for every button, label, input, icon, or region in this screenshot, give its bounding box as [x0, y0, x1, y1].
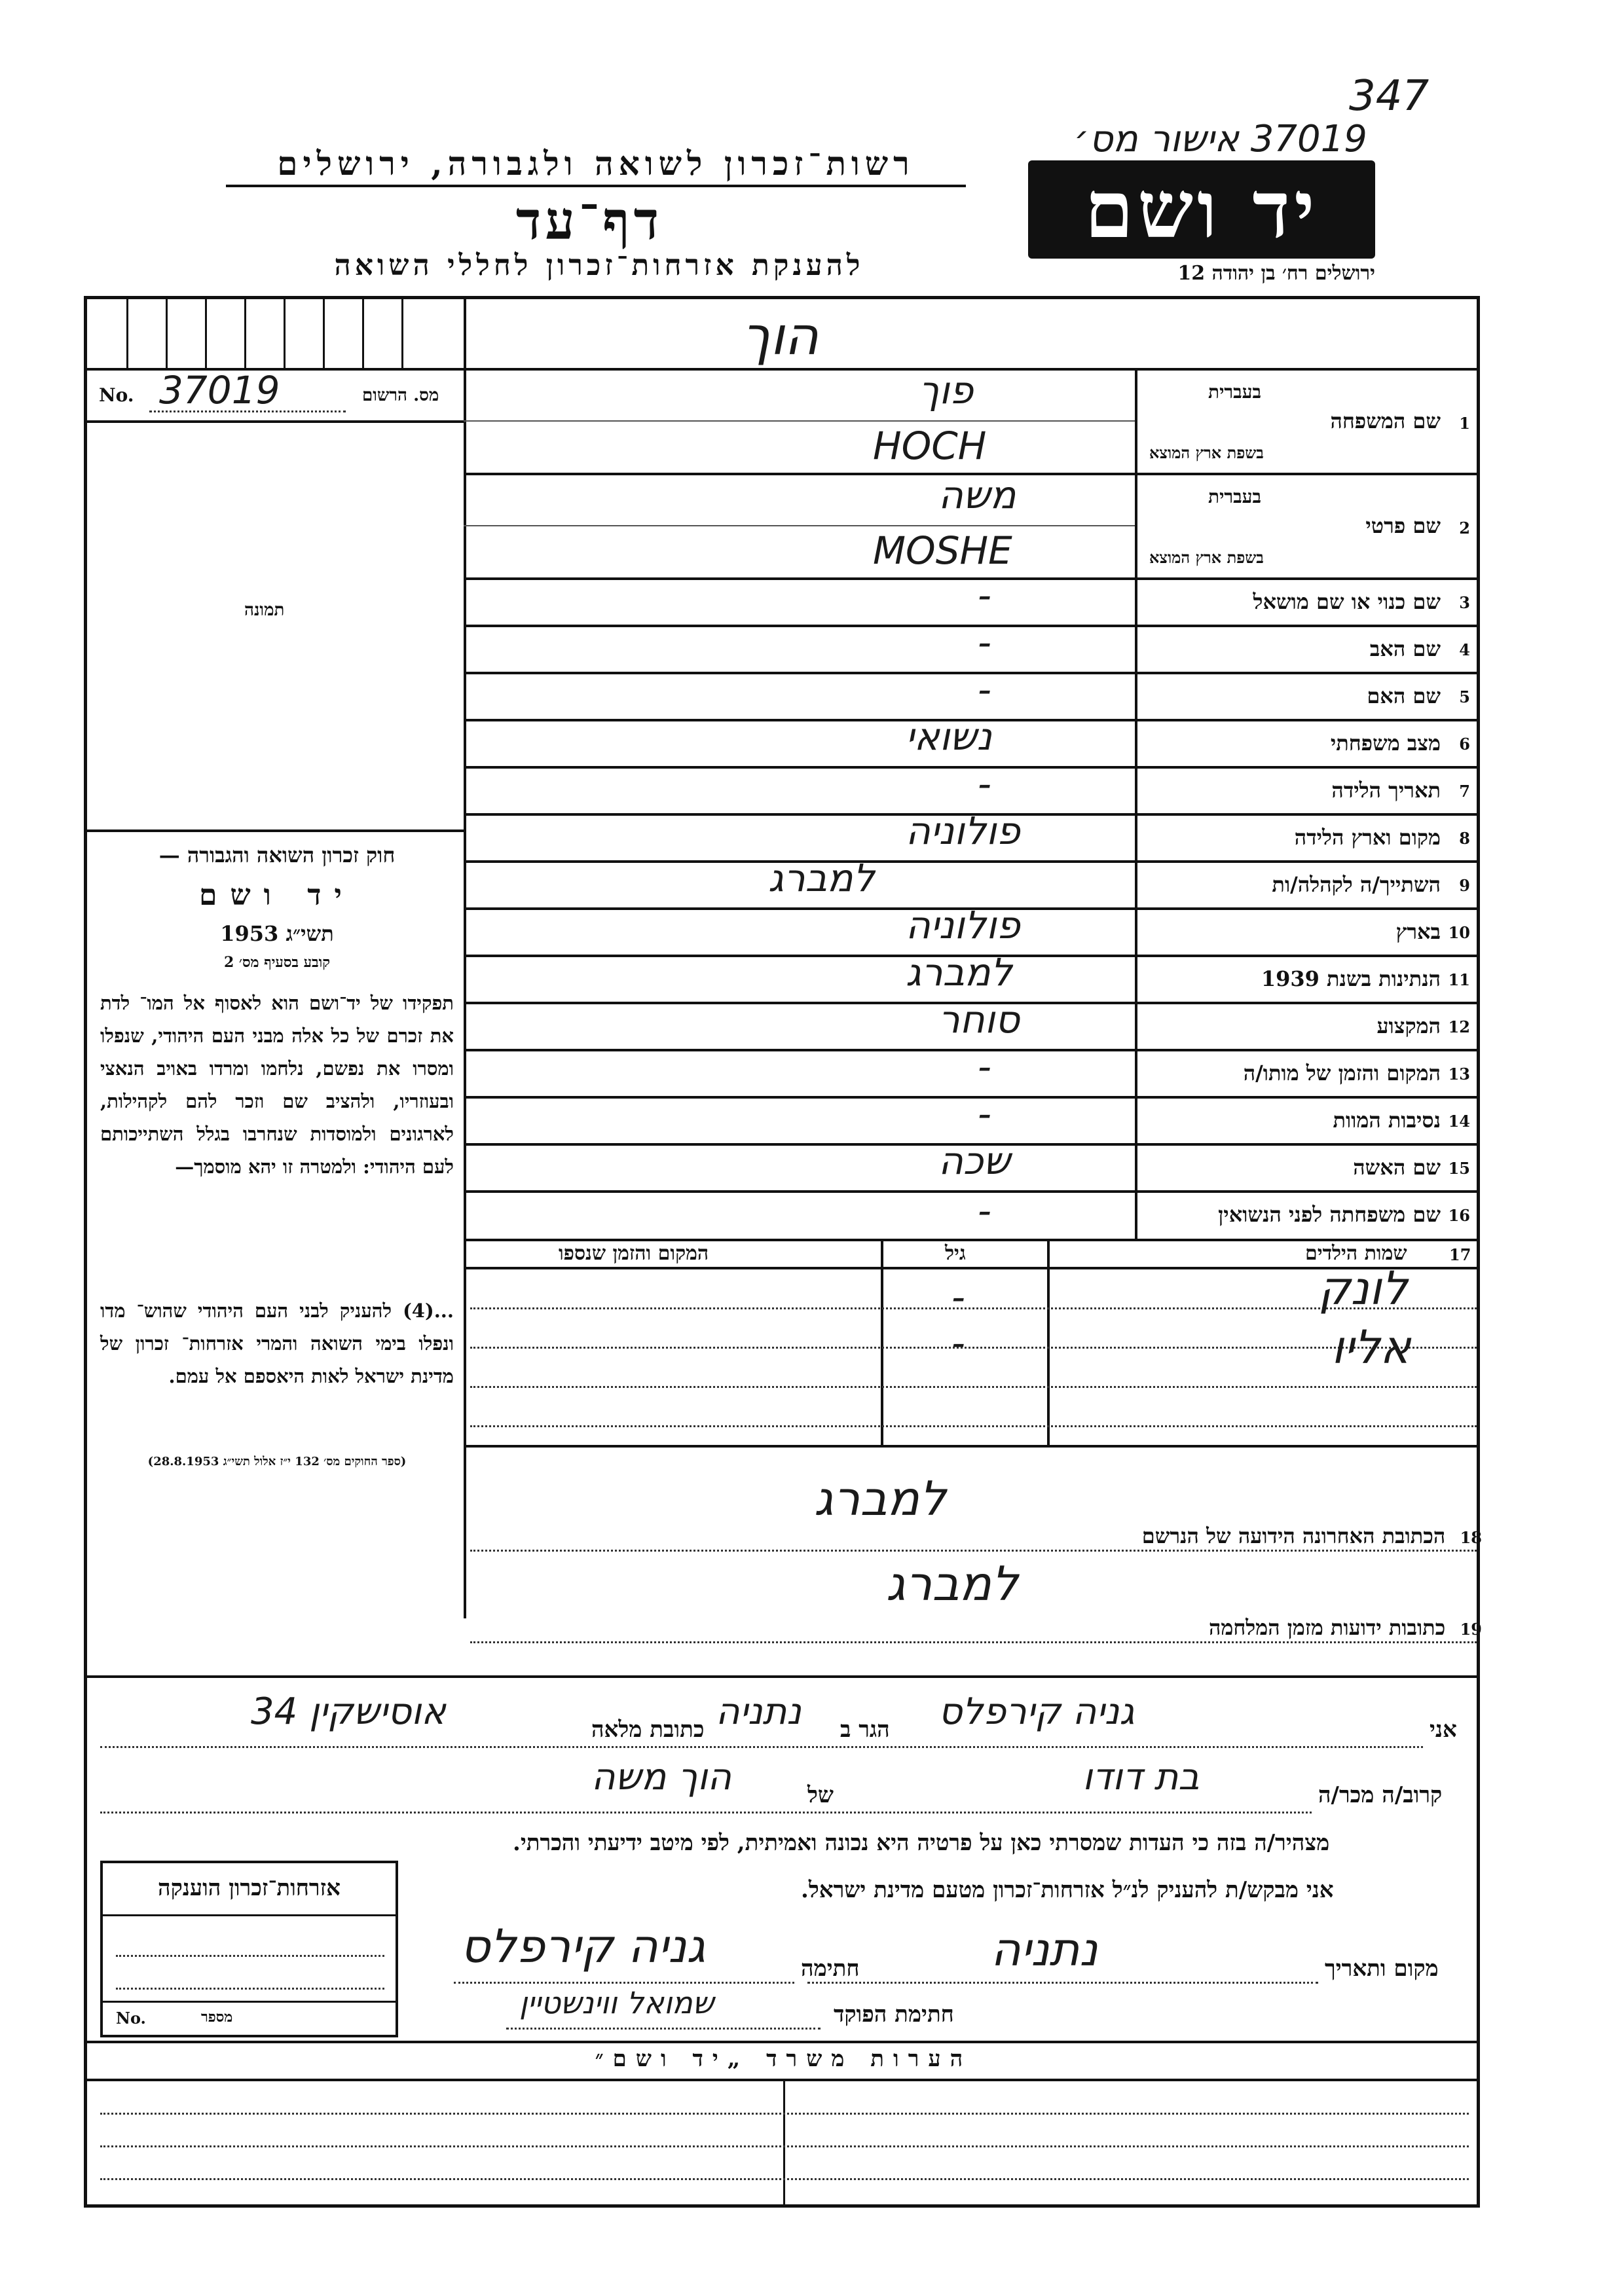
officer-signature-label: חתימת הפוקד	[834, 2001, 954, 2028]
value-wife-maiden-name: -	[978, 1188, 991, 1233]
address-line: ירושלים רח׳ בן יהודה 12	[1177, 262, 1375, 285]
value-death-place-time: -	[978, 1044, 991, 1089]
children-field-number: 17	[1449, 1245, 1471, 1264]
children-col-place: המקום והזמן שנספו	[559, 1242, 709, 1265]
field-row-12: 12 המקצוע	[1376, 1013, 1470, 1038]
field-label-birth-date: תאריך הלידה	[1331, 778, 1441, 803]
memorial-box-title: אזרחות־זכרון הוענקה	[158, 1875, 341, 1901]
value-family-name-origin: HOCH	[873, 424, 987, 468]
top-handwritten-name: הוך	[742, 306, 819, 367]
field-row-8: 8 מקום וארץ הלידה	[1294, 825, 1470, 850]
field-label-marital-status: מצב משפחתי	[1330, 731, 1441, 756]
value-citizenship-1939: למברג	[906, 950, 1012, 994]
value-family-name-hebrew: פוך	[919, 368, 974, 412]
law-text-paragraph-2: ...(4) להעניק לבני העם היהודי שהוש־ מדו ונפלו בימי השואה והמרי אזרחות־ זכרון של מדינת ישראל לאות היאספם אל עמם.	[100, 1300, 454, 1387]
value-community: למברג	[768, 856, 875, 900]
value-last-address: למברג	[814, 1471, 946, 1526]
corner-handwritten-mark: 347	[1349, 72, 1430, 120]
office-notes-title: הערות משרד „יד ושם״	[595, 2046, 972, 2072]
memorial-citizenship-box	[100, 1861, 398, 2037]
memorial-box-no-label: No.	[116, 2009, 146, 2028]
declaration-top-line	[87, 1675, 1480, 1678]
value-mother-name: -	[978, 667, 991, 712]
field-row-4: 4 שם האב	[1369, 636, 1470, 661]
declaration-ani: אני	[1430, 1717, 1457, 1743]
law-citation: (ספר החוקים מס׳ 132 י״ז אלול תשי״ג 28.8.1953)	[147, 1455, 407, 1468]
declarant-full-address: אוסישקין 34	[251, 1690, 446, 1733]
value-wartime-addresses: למברג	[886, 1556, 1018, 1611]
place-date-value: נתניה	[991, 1923, 1098, 1977]
memorial-box-number-label: מספר	[201, 2009, 233, 2026]
field-row-1: 1 שם המשפחה בעברית בשפת ארץ המוצא	[1149, 381, 1470, 462]
value-country: פולוניה	[906, 903, 1020, 947]
field-label-death-circumstances: נסיבות המוות	[1333, 1108, 1441, 1133]
field-label-mother-name: שם האם	[1367, 683, 1441, 708]
law-name: יד ושם	[199, 879, 355, 912]
value-nickname: -	[978, 573, 991, 617]
value-birth-date: -	[978, 761, 991, 806]
form-subtitle: להענקת אזרחות־זכרון לחללי השואה	[334, 249, 864, 282]
authority-title: רשות־זכרון לשואה ולגבורה, ירושלים	[277, 144, 915, 183]
law-text-paragraph-1: תפקידו של יד־ושם הוא לאסוף אל המו־ לדת את זכרם של כל אלה מבני העם היהודי, שנפלו ומסרו את נפשם, נלחמו ומרדו באויב הנאצי ובעוזריו, ולהציב שם וזכר להם לקהילות, לארגונים ולמוסדות שנחרבו בגלל השתייכותם לעם היהודי: ולמטרה זו יהא מוסמך—	[100, 992, 454, 1178]
field-row-16: 16 שם משפחתה לפני הנשואין	[1218, 1202, 1470, 1227]
place-date-label: מקום ותאריך	[1325, 1956, 1439, 1982]
value-first-name-origin: MOSHE	[873, 528, 1012, 573]
child-name-2: אליו	[1331, 1321, 1411, 1374]
declaration-of-label: של	[807, 1782, 834, 1808]
field-label-death-place-time: המקום והזמן של מותו/ה	[1243, 1061, 1441, 1085]
field-row-6: 6 מצב משפחתי	[1330, 731, 1470, 756]
declarant-signature: גניה קירפלס	[460, 1920, 706, 1973]
field-label-community: השתייך/ה לקהלה/ות	[1272, 872, 1441, 897]
field-label-citizenship-1939: הנתינות בשנת 1939	[1261, 966, 1441, 991]
child-name-1: לונק	[1318, 1262, 1408, 1315]
law-clause: קובע בסעיף מס׳ 2	[223, 954, 331, 971]
field-row-9: 9 השתייך/ה לקהלה/ות	[1272, 872, 1470, 897]
field-label-wife-maiden-name: שם משפחתה לפני הנשואין	[1218, 1202, 1441, 1227]
authority-underline	[226, 185, 966, 187]
law-title: חוק זכרון השואה והגבורה —	[158, 843, 396, 867]
field-row-5: 5 שם האם	[1367, 683, 1470, 708]
registration-no-label: No.	[99, 384, 134, 406]
declarant-name: גניה קירפלס	[938, 1690, 1135, 1733]
declarant-relation: בת דודו	[1082, 1756, 1200, 1798]
field-row-13: 13 המקום והזמן של מותו/ה	[1243, 1061, 1470, 1085]
value-death-circumstances: -	[978, 1091, 991, 1136]
field-row-19: 19 כתובות ידועות מזמן המלחמה	[1208, 1615, 1482, 1640]
field-label-father-name: שם האב	[1369, 636, 1441, 661]
field-row-15: 15 שם האשה	[1353, 1155, 1470, 1180]
value-first-name-hebrew: משה	[938, 473, 1016, 517]
value-birth-place: פולוניה	[906, 809, 1020, 853]
declaration-statement-2: אני מבקש/ת להעניק לנ״ל אזרחות־זכרון מטעם מדינת ישראל.	[801, 1877, 1334, 1903]
officer-signature: שמואל ווינשטיין	[519, 1985, 714, 2020]
field-label-wartime-addresses: כתובות ידועות מזמן המלחמה	[1208, 1615, 1446, 1640]
registration-cells	[87, 299, 464, 368]
photo-label: תמונה	[244, 600, 285, 620]
registration-number: 37019	[159, 368, 280, 412]
children-col-age: גיל	[945, 1242, 966, 1265]
child-age-1: -	[951, 1275, 965, 1319]
field-row-14: 14 נסיבות המוות	[1333, 1108, 1470, 1133]
declaration-full-address-label: כתובת מלאה	[591, 1717, 705, 1743]
field-row-11: 11 הנתינות בשנת 1939	[1261, 966, 1470, 991]
field-row-3: 3 שם כנוי או שם מושאל	[1253, 589, 1470, 614]
field-label-profession: המקצוע	[1376, 1013, 1441, 1038]
declarant-city: נתניה	[716, 1690, 802, 1733]
declaration-relative-label: קרוב/ה מכר/ה	[1318, 1782, 1443, 1808]
registration-heb-label: מס. הרשום	[362, 386, 439, 405]
declaration-statement-1: מצהיר/ה בזה כי העדות שמסרתי כאן על פרטיה היא נכונה ואמיתית, לפי מיטב ידיעתי והכרתי.	[513, 1830, 1330, 1856]
value-wife-name: שכה	[938, 1139, 1010, 1183]
handwritten-approval-number: 37019 אישור מס׳	[1074, 118, 1367, 160]
children-col-names: שמות הילדים	[1305, 1242, 1407, 1265]
declaration-relative-of: הוך משה	[591, 1756, 732, 1798]
field-label-birth-place: מקום וארץ הלידה	[1294, 825, 1441, 850]
photo-bottom-line	[87, 829, 464, 832]
field-label-last-address: הכתובת האחרונה הידועה של הנרשם	[1141, 1523, 1446, 1548]
law-year: תשי״ג 1953	[220, 921, 334, 946]
field-row-2: 2 שם פרטי בעברית בשפת ארץ המוצא	[1149, 486, 1470, 567]
value-father-name: -	[978, 620, 991, 665]
signature-label: חתימה	[801, 1956, 860, 1982]
field-label-wife-name: שם האשה	[1353, 1155, 1441, 1180]
left-column-divider	[464, 299, 466, 1252]
form-frame	[84, 296, 1480, 2208]
field-label-first-name: שם פרטי	[1365, 513, 1441, 538]
field-label-family-name: שם המשפחה	[1330, 409, 1441, 433]
declaration-resides-label: הגר ב	[840, 1717, 890, 1743]
value-profession: סוחר	[938, 997, 1020, 1042]
child-age-2: -	[951, 1321, 965, 1365]
yad-vashem-logo: יד ושם	[1028, 160, 1375, 259]
field-row-18: 18 הכתובת האחרונה הידועה של הנרשם	[1141, 1523, 1482, 1548]
field-label-nickname: שם כנוי או שם מושאל	[1253, 589, 1441, 614]
field-row-10: 10 בארץ	[1395, 919, 1470, 944]
field-label-country: בארץ	[1395, 919, 1441, 944]
field-row-7: 7 תאריך הלידה	[1331, 778, 1470, 803]
value-marital-status: נשואי	[906, 714, 992, 759]
form-title: דף־עד	[515, 190, 663, 251]
